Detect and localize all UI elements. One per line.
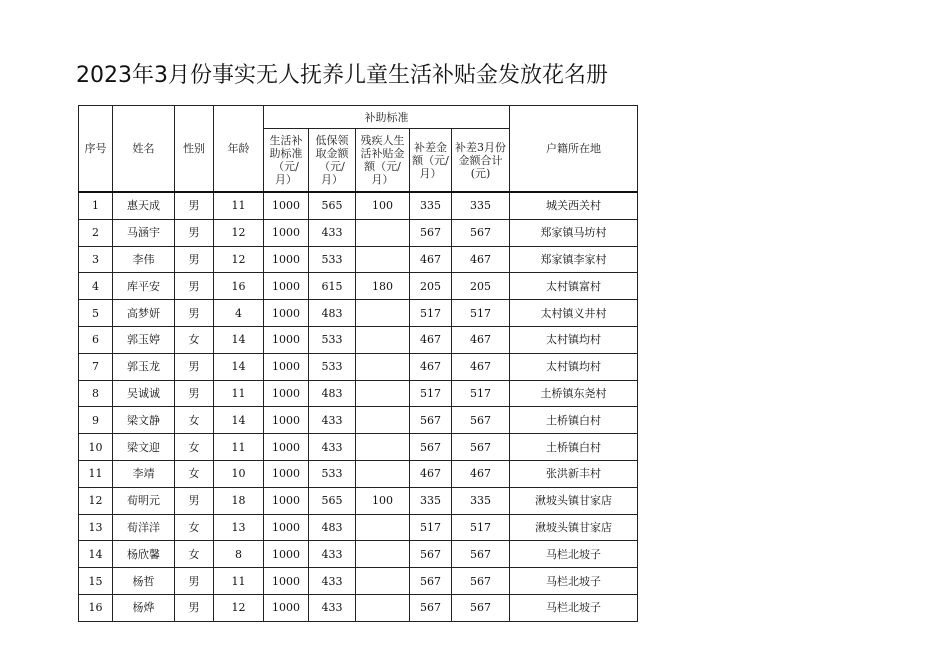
- cell-march-total: 467: [452, 460, 510, 487]
- cell-no: 13: [79, 514, 113, 541]
- cell-address: 马栏北坡子: [510, 568, 638, 595]
- cell-march-total: 467: [452, 246, 510, 273]
- cell-difference-amount: 205: [410, 273, 452, 300]
- cell-living-standard: 1000: [264, 568, 309, 595]
- cell-living-standard: 1000: [264, 300, 309, 327]
- cell-address: 太村镇义井村: [510, 300, 638, 327]
- cell-disability-subsidy: [356, 219, 410, 246]
- cell-address: 太村镇均村: [510, 353, 638, 380]
- cell-difference-amount: 567: [410, 594, 452, 621]
- cell-low-income-amount: 533: [309, 326, 356, 353]
- cell-difference-amount: 467: [410, 326, 452, 353]
- cell-address: 城关西关村: [510, 192, 638, 219]
- cell-no: 16: [79, 594, 113, 621]
- cell-no: 9: [79, 407, 113, 434]
- cell-name: 梁文迎: [113, 434, 175, 461]
- cell-low-income-amount: 433: [309, 594, 356, 621]
- cell-no: 1: [79, 192, 113, 219]
- table-row: [79, 487, 638, 514]
- cell-low-income-amount: 533: [309, 246, 356, 273]
- table-row: [79, 568, 638, 595]
- cell-address: 马栏北坡子: [510, 594, 638, 621]
- cell-difference-amount: 567: [410, 541, 452, 568]
- cell-name: 郭玉婷: [113, 326, 175, 353]
- cell-age: 8: [214, 541, 264, 568]
- header-disability-subsidy: 残疾人生活补贴金额（元/月）: [356, 129, 410, 193]
- roster-table: [78, 105, 638, 622]
- cell-march-total: 467: [452, 353, 510, 380]
- cell-disability-subsidy: [356, 300, 410, 327]
- cell-name: 杨哲: [113, 568, 175, 595]
- cell-no: 8: [79, 380, 113, 407]
- cell-no: 15: [79, 568, 113, 595]
- roster-body: [79, 192, 638, 621]
- cell-age: 12: [214, 246, 264, 273]
- cell-no: 12: [79, 487, 113, 514]
- cell-march-total: 517: [452, 300, 510, 327]
- cell-sex: 男: [175, 353, 214, 380]
- table-row: [79, 192, 638, 219]
- cell-sex: 女: [175, 326, 214, 353]
- cell-low-income-amount: 483: [309, 514, 356, 541]
- cell-disability-subsidy: [356, 353, 410, 380]
- table-row: [79, 434, 638, 461]
- cell-disability-subsidy: 100: [356, 192, 410, 219]
- page-title: 2023年3月份事实无人抚养儿童生活补贴金发放花名册: [76, 63, 608, 88]
- cell-age: 18: [214, 487, 264, 514]
- cell-low-income-amount: 483: [309, 300, 356, 327]
- cell-difference-amount: 567: [410, 219, 452, 246]
- cell-living-standard: 1000: [264, 246, 309, 273]
- table-row: [79, 326, 638, 353]
- cell-sex: 男: [175, 273, 214, 300]
- cell-name: 库平安: [113, 273, 175, 300]
- cell-sex: 男: [175, 219, 214, 246]
- cell-name: 吴诚诚: [113, 380, 175, 407]
- cell-age: 12: [214, 219, 264, 246]
- cell-living-standard: 1000: [264, 514, 309, 541]
- cell-address: 郑家镇李家村: [510, 246, 638, 273]
- cell-low-income-amount: 533: [309, 460, 356, 487]
- header-difference-amount: 补差金额（元/月）: [410, 129, 452, 193]
- cell-living-standard: 1000: [264, 353, 309, 380]
- cell-living-standard: 1000: [264, 192, 309, 219]
- cell-address: 土桥镇东尧村: [510, 380, 638, 407]
- cell-low-income-amount: 615: [309, 273, 356, 300]
- cell-address: 郑家镇马坊村: [510, 219, 638, 246]
- table-row: [79, 273, 638, 300]
- cell-name: 梁文静: [113, 407, 175, 434]
- cell-disability-subsidy: 100: [356, 487, 410, 514]
- cell-living-standard: 1000: [264, 407, 309, 434]
- cell-name: 荀洋洋: [113, 514, 175, 541]
- cell-march-total: 567: [452, 407, 510, 434]
- cell-name: 李靖: [113, 460, 175, 487]
- cell-disability-subsidy: 180: [356, 273, 410, 300]
- header-march-total: 补差3月份金额合计(元): [452, 129, 510, 193]
- cell-living-standard: 1000: [264, 326, 309, 353]
- cell-no: 10: [79, 434, 113, 461]
- cell-march-total: 517: [452, 380, 510, 407]
- cell-low-income-amount: 433: [309, 219, 356, 246]
- cell-march-total: 467: [452, 326, 510, 353]
- cell-no: 2: [79, 219, 113, 246]
- cell-difference-amount: 517: [410, 514, 452, 541]
- cell-sex: 女: [175, 407, 214, 434]
- header-living-standard: 生活补助标准（元/月）: [264, 129, 309, 193]
- cell-sex: 男: [175, 568, 214, 595]
- cell-name: 杨欣馨: [113, 541, 175, 568]
- cell-no: 4: [79, 273, 113, 300]
- cell-address: 湫坡头镇甘家店: [510, 487, 638, 514]
- cell-address: 太村镇富村: [510, 273, 638, 300]
- cell-march-total: 567: [452, 219, 510, 246]
- cell-disability-subsidy: [356, 326, 410, 353]
- cell-name: 荀明元: [113, 487, 175, 514]
- cell-age: 16: [214, 273, 264, 300]
- cell-low-income-amount: 565: [309, 487, 356, 514]
- header-age: 年龄: [214, 106, 264, 193]
- cell-age: 12: [214, 594, 264, 621]
- cell-age: 14: [214, 353, 264, 380]
- header-no: 序号: [79, 106, 113, 193]
- cell-name: 杨烨: [113, 594, 175, 621]
- table-row: [79, 407, 638, 434]
- cell-name: 高梦妍: [113, 300, 175, 327]
- cell-low-income-amount: 533: [309, 353, 356, 380]
- cell-march-total: 567: [452, 594, 510, 621]
- cell-address: 张洪新丰村: [510, 460, 638, 487]
- header-sex: 性别: [175, 106, 214, 193]
- cell-age: 10: [214, 460, 264, 487]
- header-subsidy-group: 补助标准: [264, 106, 510, 129]
- cell-low-income-amount: 433: [309, 434, 356, 461]
- cell-address: 马栏北坡子: [510, 541, 638, 568]
- cell-living-standard: 1000: [264, 541, 309, 568]
- cell-low-income-amount: 433: [309, 568, 356, 595]
- table-row: [79, 300, 638, 327]
- cell-age: 11: [214, 192, 264, 219]
- cell-march-total: 335: [452, 487, 510, 514]
- cell-age: 11: [214, 568, 264, 595]
- cell-address: 太村镇均村: [510, 326, 638, 353]
- header-name: 姓名: [113, 106, 175, 193]
- cell-living-standard: 1000: [264, 219, 309, 246]
- table-row: [79, 353, 638, 380]
- cell-disability-subsidy: [356, 594, 410, 621]
- table-row: [79, 541, 638, 568]
- cell-sex: 男: [175, 300, 214, 327]
- cell-low-income-amount: 433: [309, 541, 356, 568]
- cell-no: 6: [79, 326, 113, 353]
- table-row: [79, 246, 638, 273]
- cell-disability-subsidy: [356, 434, 410, 461]
- cell-disability-subsidy: [356, 514, 410, 541]
- table-row: [79, 460, 638, 487]
- cell-sex: 男: [175, 487, 214, 514]
- cell-no: 3: [79, 246, 113, 273]
- cell-disability-subsidy: [356, 541, 410, 568]
- cell-age: 13: [214, 514, 264, 541]
- cell-no: 7: [79, 353, 113, 380]
- cell-address: 土桥镇白村: [510, 407, 638, 434]
- cell-disability-subsidy: [356, 407, 410, 434]
- cell-name: 惠天成: [113, 192, 175, 219]
- cell-difference-amount: 467: [410, 353, 452, 380]
- cell-name: 郭玉龙: [113, 353, 175, 380]
- cell-no: 11: [79, 460, 113, 487]
- cell-age: 11: [214, 380, 264, 407]
- cell-difference-amount: 567: [410, 568, 452, 595]
- cell-disability-subsidy: [356, 380, 410, 407]
- cell-march-total: 567: [452, 434, 510, 461]
- cell-sex: 女: [175, 460, 214, 487]
- cell-living-standard: 1000: [264, 273, 309, 300]
- cell-living-standard: 1000: [264, 434, 309, 461]
- cell-march-total: 335: [452, 192, 510, 219]
- cell-march-total: 567: [452, 568, 510, 595]
- cell-march-total: 567: [452, 541, 510, 568]
- cell-sex: 女: [175, 514, 214, 541]
- table-row: [79, 380, 638, 407]
- cell-difference-amount: 335: [410, 192, 452, 219]
- cell-living-standard: 1000: [264, 487, 309, 514]
- header-low-income-amount: 低保领取金额（元/月）: [309, 129, 356, 193]
- cell-living-standard: 1000: [264, 594, 309, 621]
- cell-sex: 男: [175, 380, 214, 407]
- cell-sex: 女: [175, 541, 214, 568]
- cell-march-total: 205: [452, 273, 510, 300]
- table-row: [79, 219, 638, 246]
- cell-difference-amount: 517: [410, 300, 452, 327]
- cell-disability-subsidy: [356, 246, 410, 273]
- cell-address: 湫坡头镇甘家店: [510, 514, 638, 541]
- cell-difference-amount: 335: [410, 487, 452, 514]
- cell-difference-amount: 467: [410, 246, 452, 273]
- cell-sex: 男: [175, 192, 214, 219]
- cell-no: 5: [79, 300, 113, 327]
- cell-disability-subsidy: [356, 568, 410, 595]
- cell-sex: 女: [175, 434, 214, 461]
- cell-name: 李伟: [113, 246, 175, 273]
- cell-age: 14: [214, 326, 264, 353]
- cell-no: 14: [79, 541, 113, 568]
- table-row: [79, 594, 638, 621]
- cell-difference-amount: 567: [410, 434, 452, 461]
- cell-low-income-amount: 433: [309, 407, 356, 434]
- cell-age: 11: [214, 434, 264, 461]
- cell-low-income-amount: 483: [309, 380, 356, 407]
- table-row: [79, 514, 638, 541]
- cell-sex: 男: [175, 594, 214, 621]
- cell-address: 土桥镇白村: [510, 434, 638, 461]
- cell-sex: 男: [175, 246, 214, 273]
- cell-living-standard: 1000: [264, 460, 309, 487]
- cell-difference-amount: 467: [410, 460, 452, 487]
- cell-age: 4: [214, 300, 264, 327]
- cell-age: 14: [214, 407, 264, 434]
- cell-difference-amount: 517: [410, 380, 452, 407]
- cell-name: 马涵宇: [113, 219, 175, 246]
- cell-march-total: 517: [452, 514, 510, 541]
- cell-difference-amount: 567: [410, 407, 452, 434]
- cell-living-standard: 1000: [264, 380, 309, 407]
- header-address: 户籍所在地: [510, 106, 638, 193]
- cell-low-income-amount: 565: [309, 192, 356, 219]
- cell-disability-subsidy: [356, 460, 410, 487]
